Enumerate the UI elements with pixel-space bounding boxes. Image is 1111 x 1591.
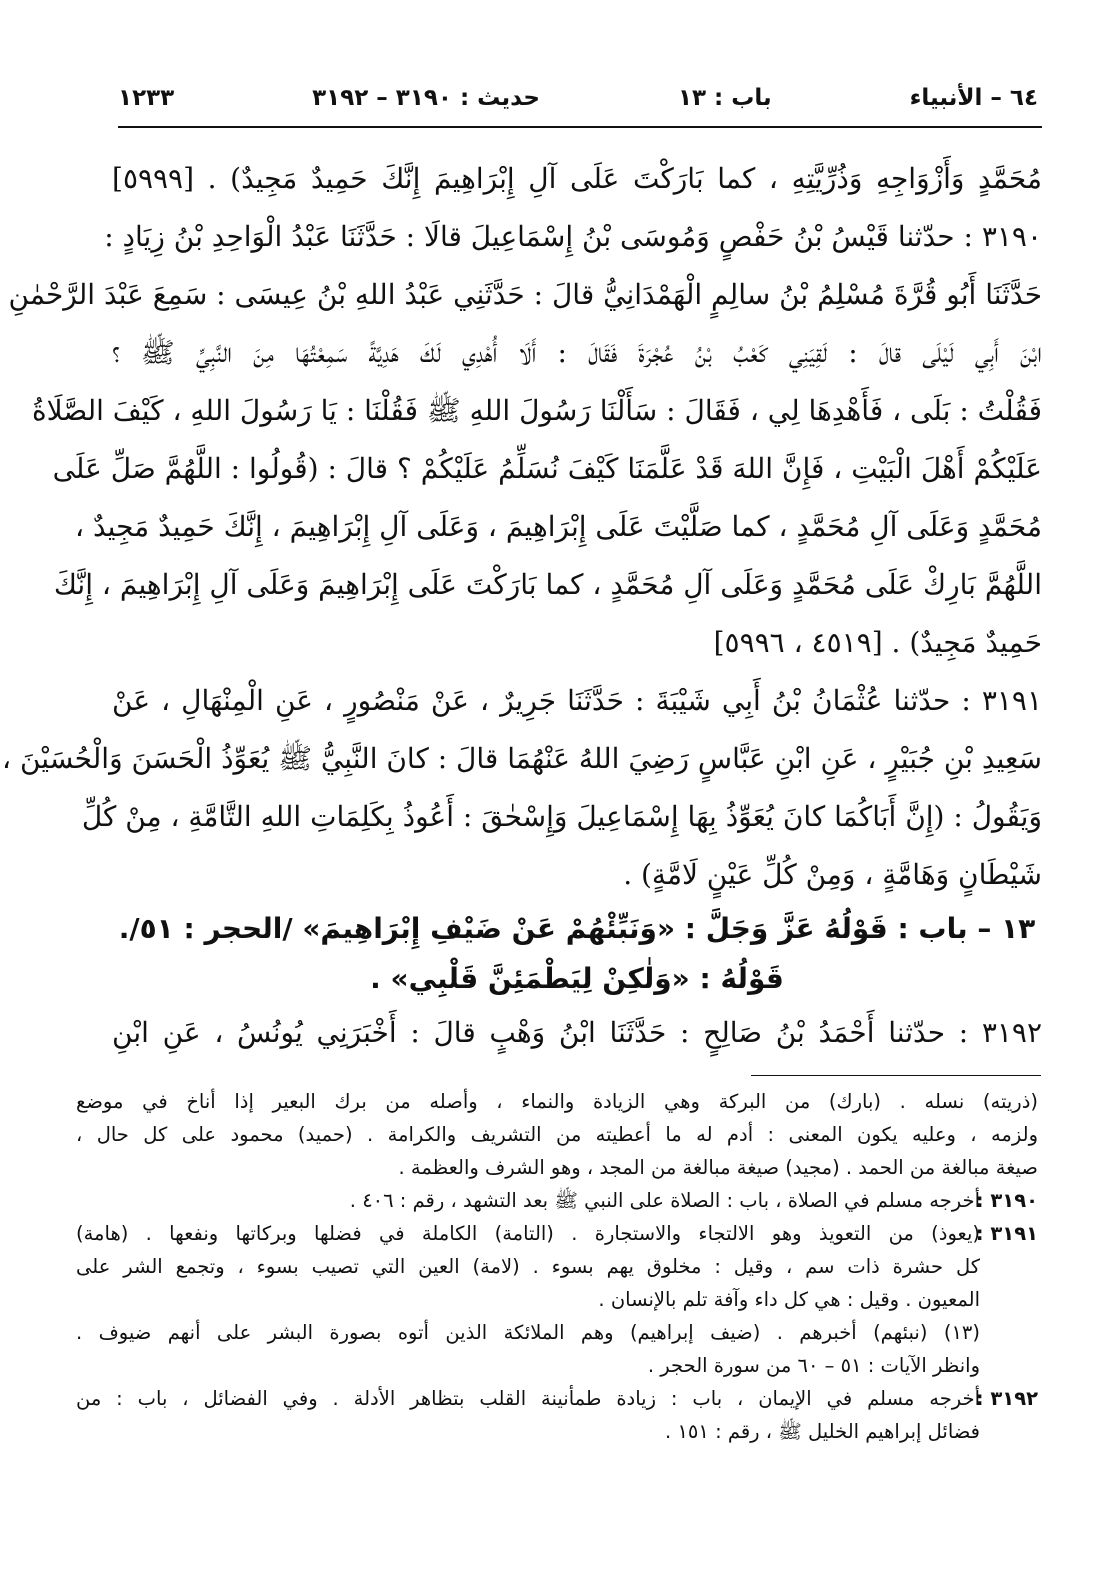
footnote-line: ولزمه ، وعليه يكون المعنى : أدم له ما أعطيته من التشريف والكرامة . (حميد) محمود على كل حال ، (76, 1123, 1038, 1146)
footnote-3191 (76, 1217, 1038, 1316)
header-page-number: ١٢٣٣ (118, 85, 175, 111)
footnote-line: (١٣) (نبئهم) أخبرهم . (ضيف إبراهيم) وهم الملائكة الذين أتوه بصورة البشر على أنهم ضيوف . (76, 1321, 980, 1344)
footnote-divider (751, 1075, 1041, 1076)
chapter-title: ١٣ – باب : قَوْلُهُ عَزَّ وَجَلَّ : «وَنَبِّئْهُمْ عَنْ ضَيْفِ إِبْرَاهِيمَ» /الحجر : ٥١/. (118, 912, 1036, 945)
footnote-line: (يعوذ) من التعويذ وهو الالتجاء والاستجارة . (التامة) الكاملة في فضلها وبركاتها ونفعها . (هامة) (76, 1222, 980, 1245)
footnote-line: المعيون . وقيل : هي كل داء وآفة تلم بالإنسان . (598, 1288, 980, 1311)
text-line: سَعِيدِ بْنِ جُبَيْرٍ ، عَنِ ابْنِ عَبَّاسٍ رَضِيَ اللهُ عَنْهُمَا قالَ : كانَ النَّبِيُّ ﷺ يُعَوِّذُ الْحَسَنَ وَالْحُسَيْنَ ، (2, 742, 1042, 775)
header-chapter: ٦٤ – الأنبياء (909, 85, 1038, 111)
text-line: ابْنَ أَبِي لَيْلَى قالَ : لَقِيَنِي كَعْبُ بْنُ عُجْرَةَ فَقَالَ : أَلَا أُهْدِي لَكَ هَدِيَّةً سَمِعْتُهَا مِنَ النَّبِيِّ ﷺ ؟ (112, 336, 1042, 369)
footnote-line: أخرجه مسلم في الإيمان ، باب : زيادة طمأنينة القلب بتظاهر الأدلة . وفي الفضائل ، باب : من (76, 1387, 980, 1410)
header-hadith-range: حديث : ٣١٩٠ – ٣١٩٢ (312, 85, 541, 111)
text-line: مُحَمَّدٍ وَعَلَى آلِ مُحَمَّدٍ ، كما صَلَّيْتَ عَلَى إِبْرَاهِيمَ ، وَعَلَى آلِ إِبْرَاهِيمَ ، إِنَّكَ حَمِيدٌ مَجِيدٌ ، (75, 510, 1042, 543)
running-header (118, 78, 1038, 118)
text-line: اللَّهُمَّ بَارِكْ عَلَى مُحَمَّدٍ وَعَلَى آلِ مُحَمَّدٍ ، كما بَارَكْتَ عَلَى إِبْرَاهِيمَ وَعَلَى آلِ إِبْرَاهِيمَ ، إِنَّكَ (53, 568, 1042, 601)
footnote-13 (76, 1316, 1038, 1382)
footnote-line: فضائل إبراهيم الخليل ﷺ ، رقم : ١٥١ . (665, 1420, 980, 1443)
hadith-3190-line: ٣١٩٠ : حدّثنا قَيْسُ بْنُ حَفْصٍ وَمُوسَى بْنُ إِسْمَاعِيلَ قالَا : حَدَّثَنَا عَبْدُ الْوَاحِدِ بْنُ زِيَادٍ : (104, 220, 1042, 253)
footnote-line: أخرجه مسلم في الصلاة ، باب : الصلاة على النبي ﷺ بعد التشهد ، رقم : ٤٠٦ . (349, 1189, 980, 1212)
chapter-subtitle: قَوْلُهُ : «وَلٰكِنْ لِيَطْمَئِنَّ قَلْبِي» . (370, 962, 784, 995)
main-text (2, 150, 1042, 1062)
hadith-3192-line: ٣١٩٢ : حدّثنا أَحْمَدُ بْنُ صَالِحٍ : حَدَّثَنَا ابْنُ وَهْبٍ قالَ : أَخْبَرَنِي يُونُسُ ، عَنِ ابْنِ (112, 1016, 1042, 1049)
header-divider (118, 126, 1042, 128)
text-line: عَلَيْكُمْ أَهْلَ الْبَيْتِ ، فَإِنَّ اللهَ قَدْ عَلَّمَنَا كَيْفَ نُسَلِّمُ عَلَيْكُمْ ؟ قالَ : (قُولُوا : اللَّهُمَّ صَلِّ عَلَى (52, 452, 1042, 485)
footnotes (76, 1085, 1038, 1448)
text-line: حَدَّثَنَا أَبُو قُرَّةَ مُسْلِمُ بْنُ سالِمٍ الْهَمْدَانِيُّ قالَ : حَدَّثَنِي عَبْدُ اللهِ بْنُ عِيسَى : سَمِعَ عَبْدَ الرَّحْمٰنِ (8, 278, 1042, 311)
text-line: حَمِيدٌ مَجِيدٌ) . [٤٥١٩ ، ٥٩٩٦] (713, 626, 1042, 659)
footnote-number: ٣١٩٠ : (975, 1189, 1038, 1212)
footnote-3192 (76, 1382, 1038, 1448)
footnote-3190 (76, 1184, 1038, 1217)
header-bab: باب : ١٣ (677, 85, 772, 111)
footnote-line: (ذريته) نسله . (بارك) من البركة وهي الزيادة والنماء ، وأصله من برك البعير إذا أناخ في موضع (76, 1090, 1038, 1113)
footnote-line: صيغة مبالغة من الحمد . (مجيد) صيغة مبالغة من المجد ، وهو الشرف والعظمة . (398, 1156, 1038, 1179)
hadith-3191-line: ٣١٩١ : حدّثنا عُثْمَانُ بْنُ أَبِي شَيْبَةَ : حَدَّثَنَا جَرِيرٌ ، عَنْ مَنْصُورٍ ، عَنِ الْمِنْهَالِ ، عَنْ (112, 684, 1042, 717)
footnote-line: وانظر الآيات : ٥١ – ٦٠ من سورة الحجر . (647, 1354, 980, 1377)
text-line: وَيَقُولُ : (إِنَّ أَبَاكُمَا كانَ يُعَوِّذُ بِهَا إِسْمَاعِيلَ وَإِسْحٰقَ : أَعُوذُ بِكَلِمَاتِ اللهِ التَّامَّةِ ، مِنْ كُلِّ (81, 800, 1042, 833)
text-line: شَيْطَانٍ وَهَامَّةٍ ، وَمِنْ كُلِّ عَيْنٍ لَامَّةٍ) . (623, 858, 1042, 891)
text-line: مُحَمَّدٍ وَأَزْوَاجِهِ وَذُرِّيَّتِهِ ، كما بَارَكْتَ عَلَى آلِ إِبْرَاهِيمَ إِنَّكَ حَمِيدٌ مَجِيدٌ) . [٥٩٩٩] (112, 162, 1042, 195)
text-line: فَقُلْتُ : بَلَى ، فَأَهْدِهَا لِي ، فَقَالَ : سَأَلْنَا رَسُولَ اللهِ ﷺ فَقُلْنَا : يَا رَسُولَ اللهِ ، كَيْفَ الصَّلَاةُ (31, 394, 1042, 427)
footnote-number: ٣١٩١ : (975, 1222, 1038, 1245)
footnote-number: ٣١٩٢ : (975, 1387, 1038, 1410)
footnote-gloss (76, 1085, 1038, 1184)
footnote-line: كل حشرة ذات سم ، وقيل : مخلوق يهم بسوء . (لامة) العين التي تصيب بسوء ، وتجمع الشر على (76, 1255, 980, 1278)
